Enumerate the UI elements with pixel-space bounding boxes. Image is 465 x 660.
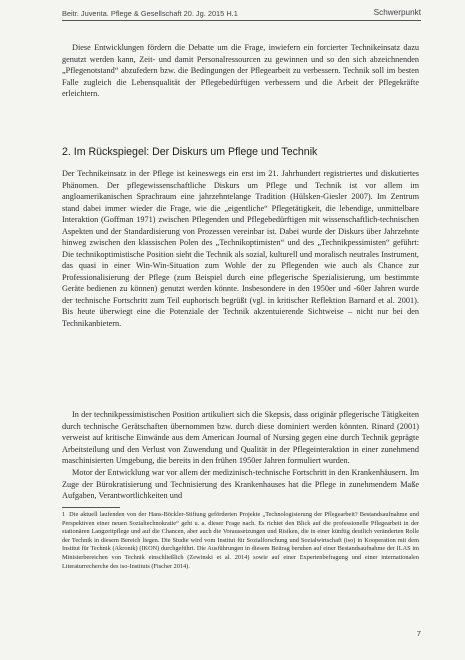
body-paragraph-3: Motor der Entwicklung war vor allem der medizinisch-technische Fortschritt in den Krankenhäusern. Im Zuge der Bürokratisierung und Technisierung des Krankenhauses hat die Pflege in zunehmendem Maße Aufgaben, Verantwortlichkeiten und: [62, 468, 419, 500]
section-heading: 2. Im Rückspiegel: Der Diskurs um Pflege und Technik: [62, 146, 318, 158]
page-number: 7: [416, 629, 421, 638]
body-paragraph-1: Der Technikeinsatz in der Pflege ist keineswegs ein erst im 21. Jahrhundert registriertes und diskutiertes Phänomen. Der pflegewissenschaftliche Diskurs um Pflege und Technik ist vor allem im angloamerikanischen Sprachraum eine jahrzehntelange Tradition (Hülsken-Giesler 2007). Im Zentrum stand dabei immer wieder die Frage, wie die „eigentliche“ Pflegetätigkeit, die lebendige, unmittelbare Interaktion (Goffman 1971) zwischen Pflegenden und Pflegebedürftigen mit wissenschaftlich-technischen Aspekten und der Standardisierung von Prozessen vereinbar ist. Dabei wurde der Diskurs über Jahrzehnte hinweg zwischen den klassischen Polen des „Technikoptimisten“ und des „Technikpessimisten“ geführt: Die technikoptimistische Position sieht die Technik als sozial, kulturell und moralisch neutrales Instrument, das quasi in einer Win-Win-Situation zum Wohle der zu Pflegenden wie auch als Chance zur Professionalisierung der Pflege (zum Beispiel durch eine pflegerische Spezialisierung, um bestimmte Geräte bedienen zu können) genutzt werden könnte. Insbesondere in den 1950er und -60er Jahren wurde der technische Fortschritt zum Teil euphorisch begrüßt (vgl. in kritischer Reflektion Barnard et al. 2001). Bis heute überwiegt eine die Potenziale der Technik akzentuierende Sichtweise – nicht nur bei den Technikanbietern.: [62, 169, 419, 328]
running-head-text: Beitr. Juventa. Pflege & Gesellschaft 20. Jg. 2015 H.1: [62, 9, 238, 18]
intro-paragraph: Diese Entwicklungen fördern die Debatte um die Frage, inwiefern ein forcierter Technikeinsatz dazu genutzt werden kann, Zeit- und damit Personalressourcen zu gewinnen und so den sich abzeichnenden „Pflegenotstand“ abzufedern bzw. die Bedingungen der Pflegearbeit zu verbessern. Technik soll im besten Falle zugleich die Lebensqualität der Pflegebedürftigen verbessern und die Arbeit der Pflegekräfte erleichtern.: [62, 43, 419, 98]
footnote: [62, 511, 419, 571]
footnote-divider: [62, 507, 120, 508]
footnote-number: 1: [62, 511, 66, 518]
section-label: Schwerpunkt: [373, 8, 421, 17]
footnote-text: Die aktuell laufenden von der Hans-Böckler-Stiftung geförderten Projekte „Technologisierung der Pflegearbeit? Bestandsaufnahme und Perspektiven einer neuen Sozialtechnokratie“ geht u. a. dieser Frage nach. Es richtet den Blick auf die professionelle Pflegearbeit in der stationären Langzeitpflege und auf die Chancen, aber auch die Voraussetzungen und Risiken, die in einer künftig deutlich veränderten Rolle der Technik in diesem Bereich liegen. Die Studie wird vom Institut für Sozialforschung und Sozialwirtschaft (iso) in Kooperation mit dem Institut für Technik (Akronik) (IKON) durchgeführt. Die Ausführungen in diesem Beitrag beruhen auf einer Bestandsaufnahme der ILAS im Ministerbereichen von Technik einschließlich (Zewinski et al. 2014) sowie auf einer Expertenbefragung und einer internationalen Literaturrecherche des iso-Instituts (Fischer 2014).: [62, 511, 419, 570]
body-paragraph-2: In der technikpessimistischen Position artikuliert sich die Skepsis, dass originär pflegerische Tätigkeiten durch technische Gerätschaften übernommen bzw. durch diese dominiert werden könnten. Rinard (2001) verweist auf kritische Einwände aus dem American Journal of Nursing gegen eine durch Technik geprägte Arbeitsteilung und den Verlust von Zuwendung und Qualität in der Pflegeinteraktion in einer zunehmend maschinisierten Umgebung, die bereits in den frühen 1950er Jahren formuliert wurden.: [62, 410, 419, 465]
running-header: [62, 8, 421, 21]
